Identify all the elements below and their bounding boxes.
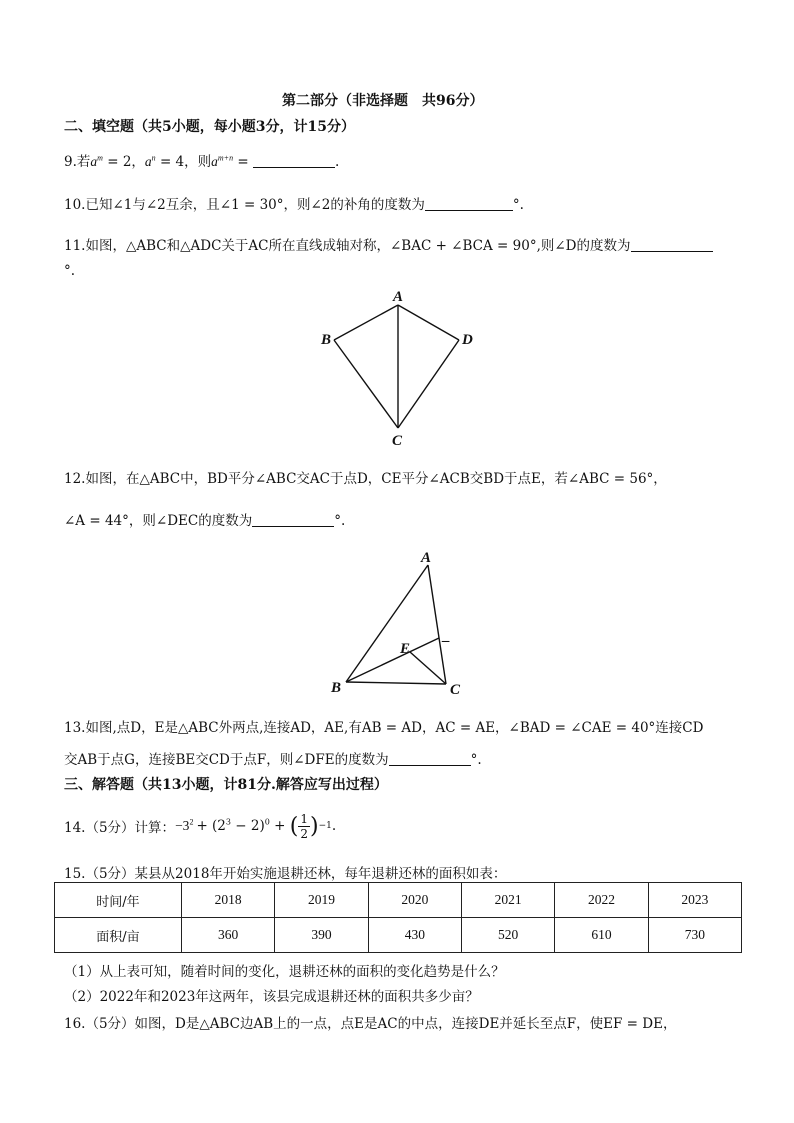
table-cell: 2023 xyxy=(648,883,741,918)
label-a: A xyxy=(421,550,432,566)
question-9: 9.若$a^m = 2$，$a^n = 4$，则$a^{m+n}$ = . xyxy=(64,153,340,170)
table-cell: 2021 xyxy=(461,883,554,918)
q12-unit: °. xyxy=(334,513,346,529)
part3-heading: 三、解答题（共13小题，计81分.解答应写出过程） xyxy=(64,777,388,793)
q13-unit: °. xyxy=(470,752,482,768)
table-row xyxy=(55,918,742,953)
q10-text: 10.已知∠1与∠2互余，且∠1 = 30°，则∠2的补角的度数为 xyxy=(64,197,425,213)
q14-term-a: −3 xyxy=(175,818,190,833)
question-11 xyxy=(64,234,713,254)
label-d: – xyxy=(442,633,450,649)
q14-fraction xyxy=(298,812,310,841)
label-b: B xyxy=(331,680,342,696)
table-cell: 2022 xyxy=(555,883,648,918)
edge-bc xyxy=(334,340,398,428)
edge-ab xyxy=(346,565,428,682)
label-e: E xyxy=(400,641,411,657)
q11-figure xyxy=(318,285,488,450)
q14-term-c: − 2) xyxy=(231,818,265,834)
question-12-line1: 12.如图，在△ABC中，BD平分∠ABC交AC于点D，CE平分∠ACB交BD于点E，若∠ABC = 56°， xyxy=(64,471,667,487)
q14-label: 14.（5分）计算： xyxy=(64,820,176,836)
question-10 xyxy=(64,193,524,213)
fraction-denominator: 2 xyxy=(300,826,308,841)
answer-blank[interactable] xyxy=(252,513,334,527)
q14-term-b: + (2 xyxy=(196,818,226,834)
part2-heading: 二、填空题（共5小题，每小题3分，计15分） xyxy=(64,119,355,135)
q9-then: ，则 xyxy=(184,154,212,170)
bisector-bd xyxy=(346,638,439,682)
question-13-line1: 13.如图,点D，E是△ABC外两点,连接AD，AE,有AB = AD，AC = AE，∠BAD = ∠CAE = 40°连接CD xyxy=(64,720,704,736)
q14-end: . xyxy=(331,818,337,834)
label-c: C xyxy=(450,682,461,698)
table-header: 时间/年 xyxy=(55,883,182,918)
question-16: 16.（5分）如图，D是△ABC边AB上的一点，点E是AC的中点，连接DE并延长至点F，使EF = DE， xyxy=(64,1016,677,1032)
q15-sub1: （1）从上表可知，随着时间的变化，退耕还林的面积的变化趋势是什么？ xyxy=(64,964,505,980)
question-12-line2 xyxy=(64,509,345,529)
table-cell: 390 xyxy=(275,918,368,953)
q9-comma: ， xyxy=(131,154,145,170)
question-13-line2 xyxy=(64,748,482,768)
table-cell: 360 xyxy=(182,918,275,953)
edge-ad xyxy=(398,305,459,340)
label-c: C xyxy=(392,433,403,449)
table-cell: 520 xyxy=(461,918,554,953)
q15-sub2: （2）2022年和2023年这两年，该县完成退耕还林的面积共多少亩？ xyxy=(64,989,479,1005)
table-cell: 430 xyxy=(368,918,461,953)
q13-text: 交AB于点G，连接BE交CD于点F，则∠DFE的度数为 xyxy=(64,752,389,768)
answer-blank[interactable] xyxy=(253,154,335,168)
table-cell: 730 xyxy=(648,918,741,953)
area-table xyxy=(54,882,742,953)
edge-ab xyxy=(334,305,398,340)
table-cell: 2019 xyxy=(275,883,368,918)
table-cell: 2020 xyxy=(368,883,461,918)
edge-bc xyxy=(346,682,446,684)
question-15: 15.（5分）某县从2018年开始实施退耕还林，每年退耕还林的面积如表： xyxy=(64,866,507,882)
edge-dc xyxy=(398,340,459,428)
q9-prefix: 9.若 xyxy=(64,154,91,170)
q11-text: △ABC和△ADC关于AC所在直线成轴对称，∠BAC + ∠BCA = 90°,则∠D的度数为 xyxy=(125,238,631,254)
edge-ac xyxy=(428,565,446,684)
q12-figure xyxy=(328,545,478,700)
question-14: 14.（5分）计算： $-3^2$ + $(2^3 - 2)^0$ + ( $\frac{1}{2}$ ) −1 . xyxy=(64,811,337,841)
answer-blank[interactable] xyxy=(425,197,513,211)
table-cell: 610 xyxy=(555,918,648,953)
label-b: B xyxy=(321,332,332,348)
label-a: A xyxy=(393,289,404,305)
q14-plus: + xyxy=(269,818,290,834)
table-row xyxy=(55,883,742,918)
q11-unit: °. xyxy=(64,263,76,279)
fraction-numerator: 1 xyxy=(300,811,308,826)
label-d: D xyxy=(462,332,473,348)
answer-blank[interactable] xyxy=(389,752,471,766)
q11-prefix: 11.如图， xyxy=(64,238,126,254)
bisector-ce xyxy=(410,652,446,684)
answer-blank[interactable] xyxy=(631,238,713,252)
table-header: 面积/亩 xyxy=(55,918,182,953)
section-title: 第二部分（非选择题 共96分） xyxy=(282,93,484,109)
q12-text: ∠A = 44°，则∠DEC的度数为 xyxy=(64,513,253,529)
table-cell: 2018 xyxy=(182,883,275,918)
q10-unit: °. xyxy=(512,197,524,213)
